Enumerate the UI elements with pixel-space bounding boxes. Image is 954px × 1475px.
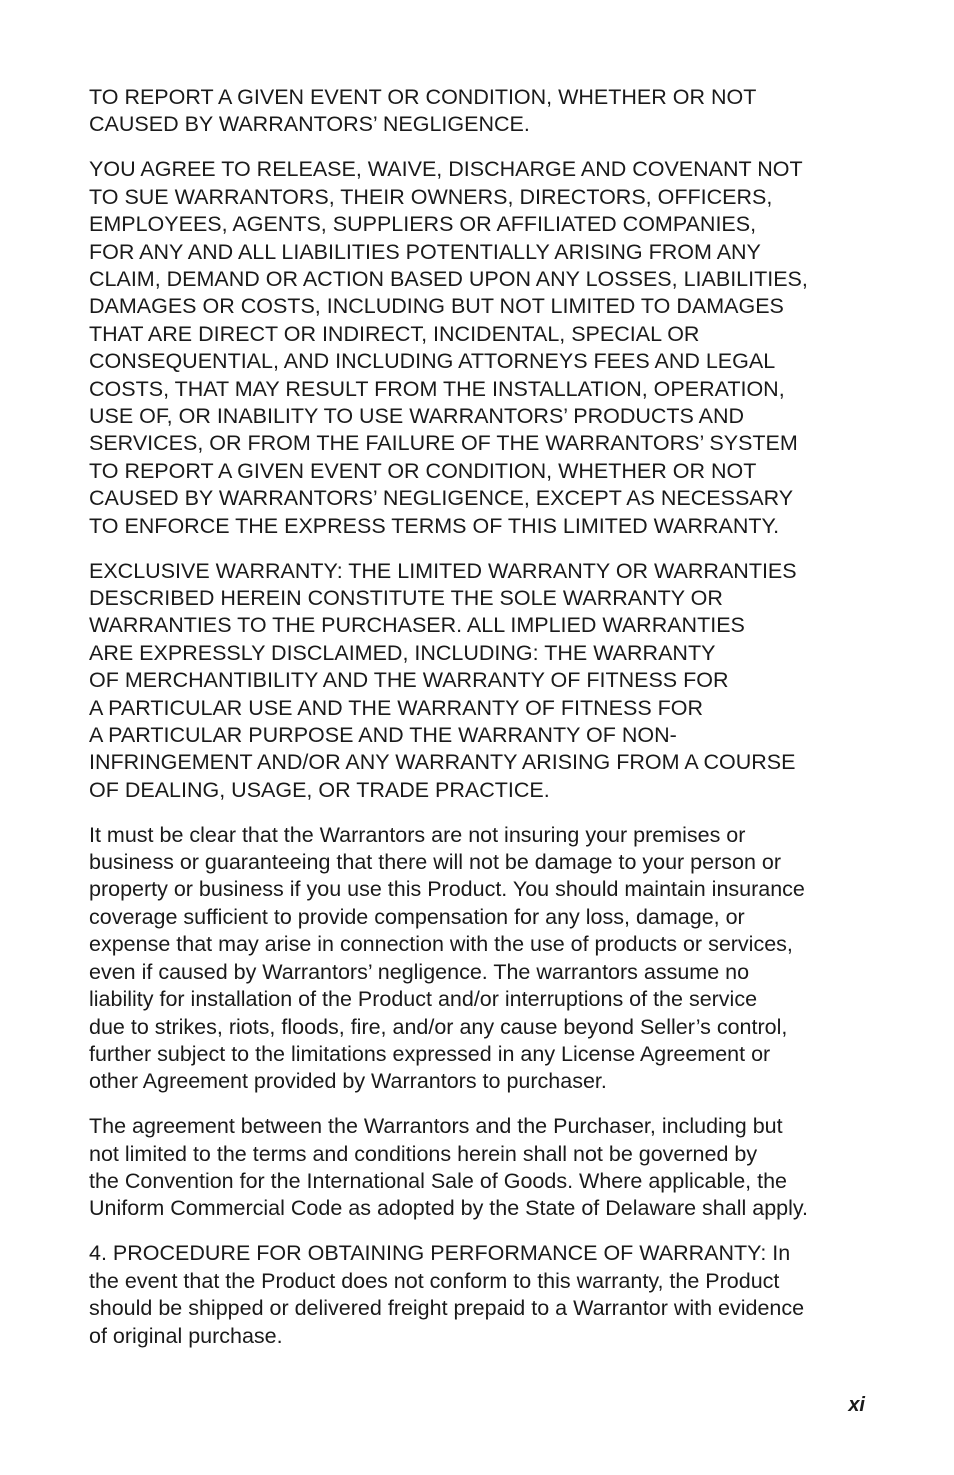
text-line: OF DEALING, USAGE, OR TRADE PRACTICE.: [89, 777, 550, 802]
page-number: xi: [848, 1394, 865, 1416]
text-line: DAMAGES OR COSTS, INCLUDING BUT NOT LIMITED TO DAMAGES: [89, 294, 784, 319]
text-line: YOU AGREE TO RELEASE, WAIVE, DISCHARGE AND COVENANT NOT: [89, 157, 803, 182]
text-line: TO SUE WARRANTORS, THEIR OWNERS, DIRECTORS, OFFICERS,: [89, 184, 773, 209]
text-line: WARRANTIES TO THE PURCHASER. ALL IMPLIED WARRANTIES: [89, 613, 745, 638]
text-line: not limited to the terms and conditions herein shall not be governed by: [89, 1141, 758, 1166]
text-line: TO REPORT A GIVEN EVENT OR CONDITION, WHETHER OR NOT: [89, 458, 757, 483]
text-line: business or guaranteeing that there will not be damage to your person or: [89, 850, 782, 875]
text-line: even if caused by Warrantors’ negligence. The warrantors assume no: [89, 959, 750, 984]
paragraph: [89, 558, 879, 805]
paragraph: [89, 84, 879, 139]
paragraph: [89, 822, 879, 1096]
text-line: It must be clear that the Warrantors are not insuring your premises or: [89, 822, 746, 847]
text-line: A PARTICULAR PURPOSE AND THE WARRANTY OF NON-: [89, 722, 677, 747]
text-line: A PARTICULAR USE AND THE WARRANTY OF FITNESS FOR: [89, 695, 704, 720]
text-line: coverage sufficient to provide compensation for any loss, damage, or: [89, 904, 745, 929]
text-line: EXCLUSIVE WARRANTY: THE LIMITED WARRANTY OR WARRANTIES: [89, 558, 797, 583]
paragraph: [89, 156, 879, 540]
text-line: should be shipped or delivered freight prepaid to a Warrantor with evidence: [89, 1296, 805, 1321]
text-line: due to strikes, riots, floods, fire, and/or any cause beyond Seller’s control,: [89, 1014, 788, 1039]
text-line: property or business if you use this Product. You should maintain insurance: [89, 877, 805, 902]
text-line: CLAIM, DEMAND OR ACTION BASED UPON ANY LOSSES, LIABILITIES,: [89, 266, 808, 291]
text-line: the Convention for the International Sale of Goods. Where applicable, the: [89, 1169, 787, 1194]
text-line: further subject to the limitations expressed in any License Agreement or: [89, 1041, 771, 1066]
text-line: ARE EXPRESSLY DISCLAIMED, INCLUDING: THE WARRANTY: [89, 640, 716, 665]
text-line: SERVICES, OR FROM THE FAILURE OF THE WARRANTORS’ SYSTEM: [89, 431, 798, 456]
text-line: CONSEQUENTIAL, AND INCLUDING ATTORNEYS FEES AND LEGAL: [89, 349, 776, 374]
text-line: CAUSED BY WARRANTORS’ NEGLIGENCE, EXCEPT AS NECESSARY: [89, 486, 794, 511]
text-line: FOR ANY AND ALL LIABILITIES POTENTIALLY ARISING FROM ANY: [89, 239, 761, 264]
text-line: CAUSED BY WARRANTORS’ NEGLIGENCE.: [89, 112, 530, 137]
text-line: 4. PROCEDURE FOR OBTAINING PERFORMANCE OF WARRANTY: In: [89, 1241, 791, 1266]
text-line: EMPLOYEES, AGENTS, SUPPLIERS OR AFFILIATED COMPANIES,: [89, 212, 757, 237]
text-line: OF MERCHANTIBILITY AND THE WARRANTY OF FITNESS FOR: [89, 668, 729, 693]
text-line: of original purchase.: [89, 1323, 283, 1348]
text-line: TO ENFORCE THE EXPRESS TERMS OF THIS LIMITED WARRANTY.: [89, 513, 780, 538]
text-line: liability for installation of the Product and/or interruptions of the service: [89, 987, 758, 1012]
text-line: INFRINGEMENT AND/OR ANY WARRANTY ARISING FROM A COURSE: [89, 750, 796, 775]
text-line: THAT ARE DIRECT OR INDIRECT, INCIDENTAL, SPECIAL OR: [89, 321, 700, 346]
text-line: other Agreement provided by Warrantors to purchaser.: [89, 1069, 607, 1094]
text-line: The agreement between the Warrantors and the Purchaser, including but: [89, 1114, 783, 1139]
body-text: [89, 84, 879, 1367]
text-line: USE OF, OR INABILITY TO USE WARRANTORS’ PRODUCTS AND: [89, 403, 745, 428]
paragraph: [89, 1240, 879, 1350]
text-line: expense that may arise in connection with the use of products or services,: [89, 932, 793, 957]
text-line: COSTS, THAT MAY RESULT FROM THE INSTALLATION, OPERATION,: [89, 376, 785, 401]
text-line: TO REPORT A GIVEN EVENT OR CONDITION, WHETHER OR NOT: [89, 85, 757, 109]
paragraph: [89, 1113, 879, 1223]
text-line: the event that the Product does not conform to this warranty, the Product: [89, 1268, 780, 1293]
text-line: Uniform Commercial Code as adopted by the State of Delaware shall apply.: [89, 1196, 809, 1221]
text-line: DESCRIBED HEREIN CONSTITUTE THE SOLE WARRANTY OR: [89, 585, 723, 610]
